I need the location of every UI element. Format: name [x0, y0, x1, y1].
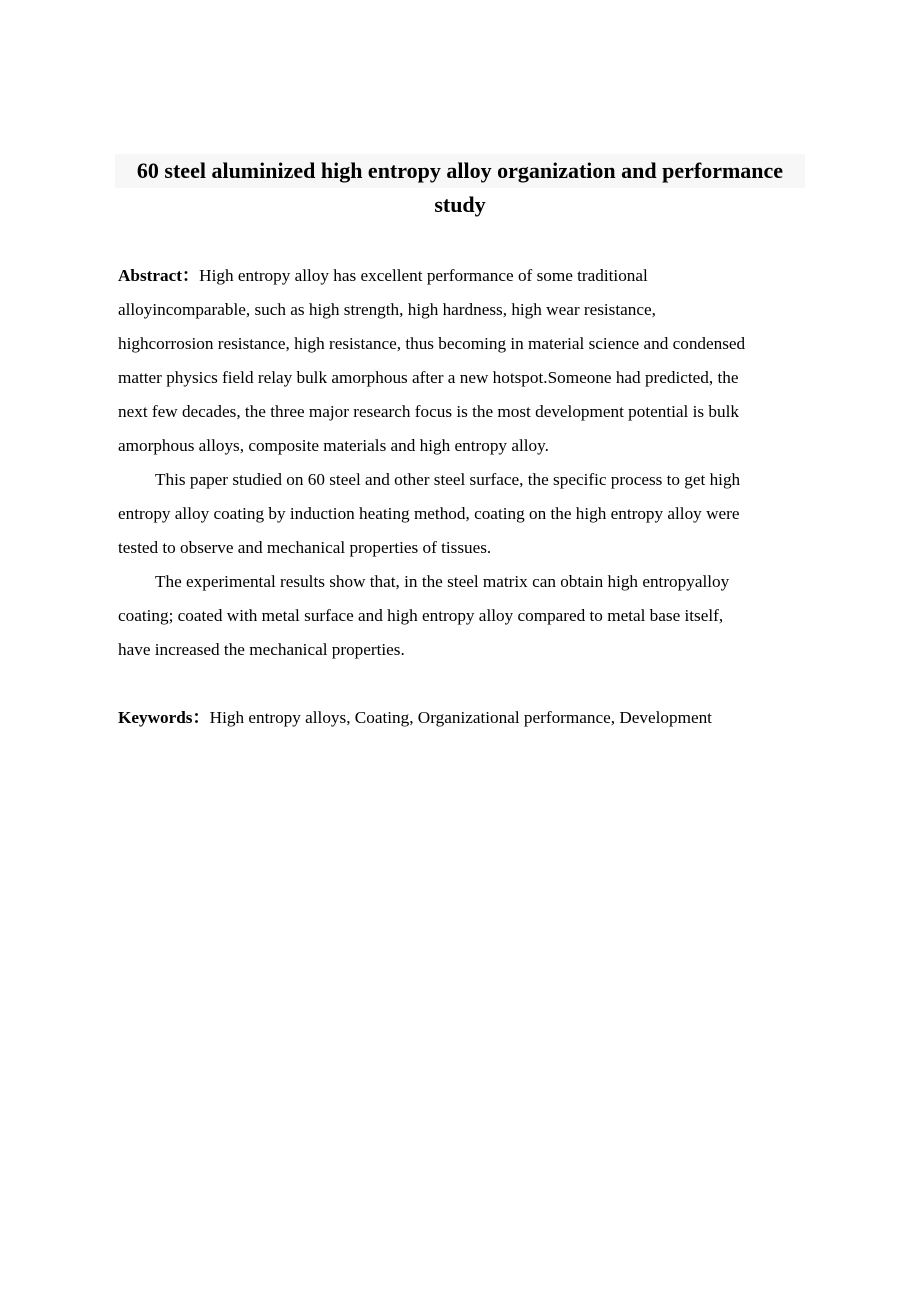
abstract-line: entropy alloy coating by induction heating method, coating on the high entropy alloy were: [118, 504, 740, 523]
abstract-line: The experimental results show that, in the steel matrix can obtain high entropyalloy: [155, 572, 730, 591]
keywords-text: High entropy alloys, Coating, Organizational performance, Development: [209, 708, 712, 727]
abstract-text: High entropy alloy has excellent performance of some traditional: [199, 266, 648, 285]
keywords-section: [118, 701, 808, 735]
paper-title: [115, 154, 805, 222]
abstract-line: have increased the mechanical properties.: [118, 640, 405, 659]
abstract-line: next few decades, the three major research focus is the most development potential is bulk: [118, 402, 739, 421]
keywords-label: Keywords：: [118, 708, 210, 727]
abstract-line: matter physics field relay bulk amorphous after a new hotspot.Someone had predicted, the: [118, 368, 739, 387]
abstract-line: amorphous alloys, composite materials and high entropy alloy.: [118, 436, 549, 455]
abstract-line: coating; coated with metal surface and high entropy alloy compared to metal base itself,: [118, 606, 724, 625]
title-line-2: study: [434, 192, 486, 217]
abstract-line: highcorrosion resistance, high resistance, thus becoming in material science and condensed: [118, 334, 746, 353]
abstract-section: [118, 259, 808, 667]
abstract-line: alloyincomparable, such as high strength, high hardness, high wear resistance,: [118, 300, 656, 319]
abstract-line: [118, 259, 808, 293]
abstract-line: tested to observe and mechanical properties of tissues.: [118, 538, 492, 557]
title-line-1: 60 steel aluminized high entropy alloy organization and performance: [115, 154, 805, 188]
abstract-line: This paper studied on 60 steel and other steel surface, the specific process to get high: [155, 470, 741, 489]
abstract-label: Abstract：: [118, 266, 200, 285]
keywords-line: [118, 701, 808, 735]
